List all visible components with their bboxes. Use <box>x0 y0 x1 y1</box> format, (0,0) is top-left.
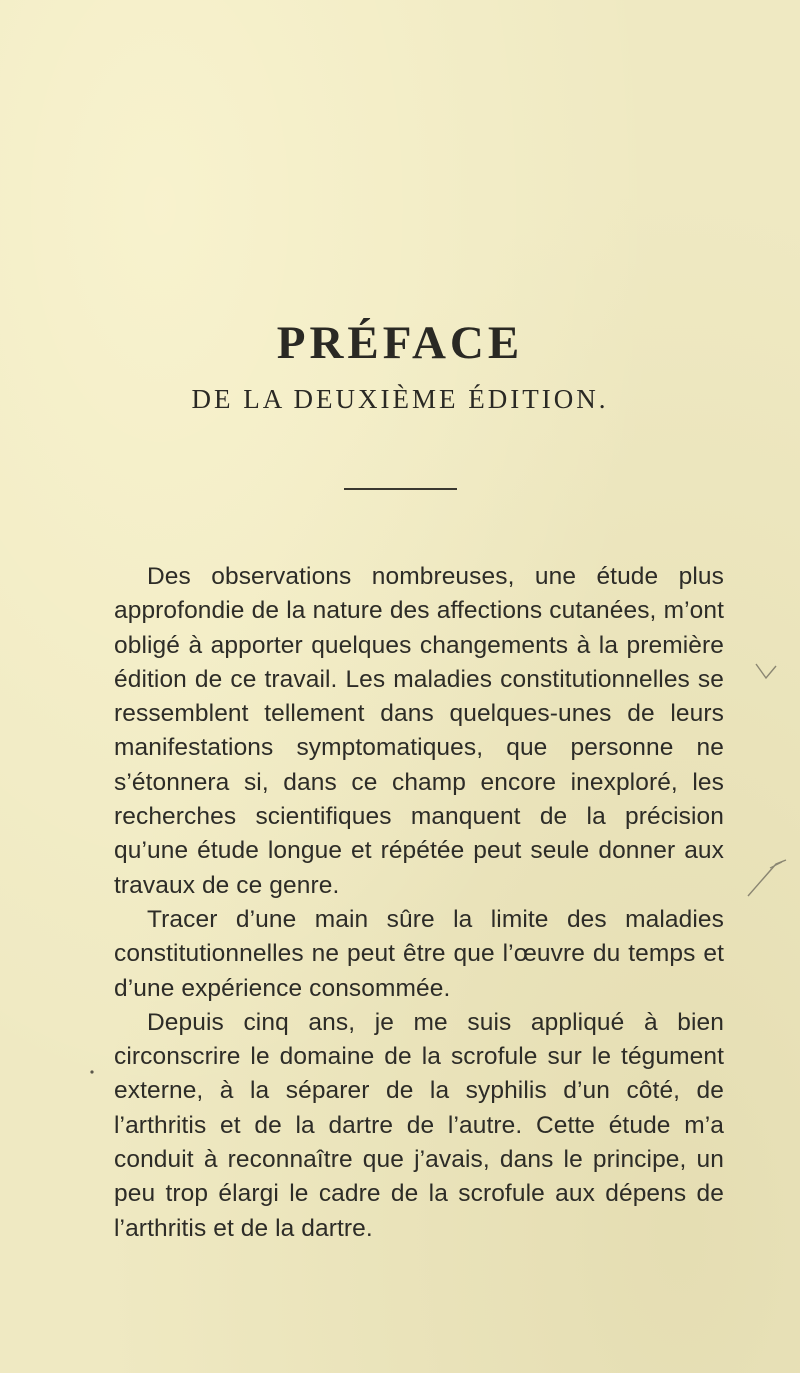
title-divider <box>344 488 457 490</box>
paragraph-2: Tracer d’une main sûre la limite des maladies constitutionnelles ne peut être que l’œuvre du temps et d’une expérience consommée. <box>114 905 724 1002</box>
paragraph-3: Depuis cinq ans, je me suis appliqué à bien circonscrire le domaine de la scrofule sur le tégument externe, à la séparer de la syphilis d’un côté, de l’arthritis et de la dartre de l’autre. Cette étude m’a conduit à reconnaître que j’avais, dans le principe, un peu trop élargi le cadre de la scrofule aux dépens de l’arthritis et de la dartre. <box>114 1008 724 1242</box>
pencil-mark-icon <box>742 856 792 900</box>
page-subtitle: DE LA DEUXIÈME ÉDITION. <box>191 384 609 414</box>
paragraph-1: Des observations nombreuses, une étude plus approfondie de la nature des affections cutanées, m’ont obligé à apporter quelques changements à la première édition de ce travail. Les maladies constitutionnelles se ressemblent tellement dans quelques-unes de leurs manifestations symptomatiques, que personne ne s’étonnera si, dans ce champ encore inexploré, les recherches scientifiques manquent de la précision qu’une étude longue et répétée peut seule donner aux travaux de ce genre. <box>114 563 724 899</box>
margin-dot-icon <box>88 1068 96 1076</box>
preface-body <box>114 560 724 1246</box>
page-title: PRÉFACE <box>276 317 524 370</box>
pencil-mark-icon <box>752 660 782 692</box>
